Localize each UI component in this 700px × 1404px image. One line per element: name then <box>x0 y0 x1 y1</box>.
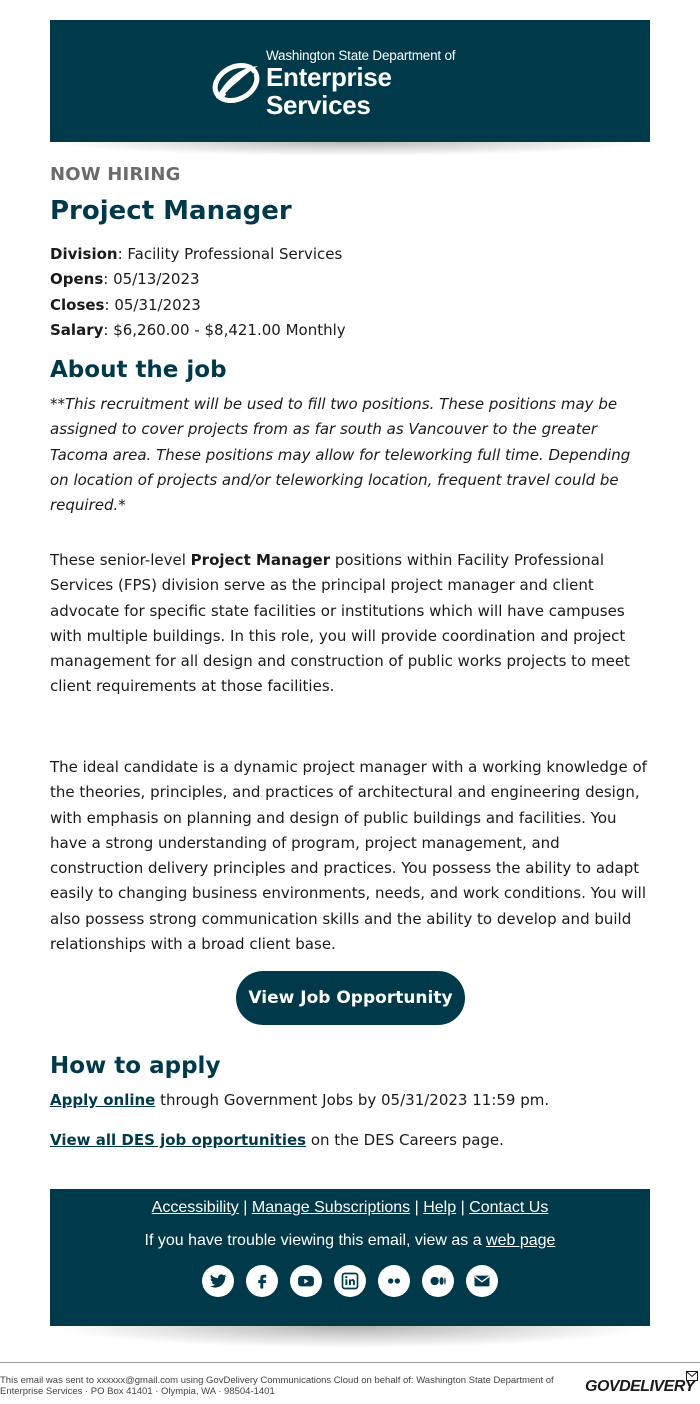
swoosh-logo-icon <box>208 58 264 108</box>
all-jobs-line: View all DES job opportunities on the DES Careers page. <box>50 1131 504 1149</box>
job-title: Project Manager <box>50 196 292 226</box>
division-row: Division: Facility Professional Services <box>50 245 343 263</box>
logo-line1: Washington State Department of <box>266 47 456 63</box>
help-link[interactable]: Help <box>423 1199 457 1216</box>
web-page-link[interactable]: web page <box>486 1232 556 1249</box>
manage-subscriptions-link[interactable]: Manage Subscriptions <box>251 1199 411 1216</box>
closes-row: Closes: 05/31/2023 <box>50 295 201 314</box>
contact-us-link[interactable]: Contact Us <box>469 1199 549 1216</box>
facebook-icon[interactable] <box>246 1265 278 1297</box>
all-des-jobs-link[interactable]: View all DES job opportunities <box>50 1131 307 1149</box>
footer-links: Accessibility | Manage Subscriptions | Help | Contact Us <box>151 1199 549 1216</box>
divider <box>0 1362 700 1363</box>
medium-icon[interactable] <box>422 1265 454 1297</box>
view-job-opportunity-button[interactable]: View Job Opportunity <box>236 971 465 1025</box>
apply-online-link[interactable]: Apply online <box>50 1091 156 1109</box>
web-version-line: If you have trouble viewing this email, view as a web page <box>144 1232 556 1249</box>
recruitment-note: **This recruitment will be used to fill two positions. These positions may be assigned to cover projects from as far south as Vancouver to the greater Tacoma area. These positions may allow for teleworking full time. Depending on location of projects and/or teleworking location, frequent travel could be required.* <box>50 395 631 515</box>
now-hiring-kicker: NOW HIRING <box>50 164 181 185</box>
footer <box>50 1189 650 1326</box>
flickr-icon[interactable] <box>378 1265 410 1297</box>
govdelivery-mail-icon <box>686 1371 698 1381</box>
about-paragraph-2: The ideal candidate is a dynamic project manager with a working knowledge of the theories, principles, and practices of architectural and engineering design, with emphasis on planning and design of public buildings and facilities. You have a strong understanding of program, project management, and construction delivery principles and practices. You possess the ability to adapt easily to changing business environments, needs, and work conditions. You will also possess strong communication skills and the ability to develop and build relationships with a broad client base. <box>50 758 647 954</box>
salary-row: Salary: $6,260.00 - $8,421.00 Monthly <box>50 320 346 339</box>
header-banner <box>50 20 650 142</box>
linkedin-icon[interactable] <box>334 1265 366 1297</box>
email-icon[interactable] <box>466 1265 498 1297</box>
job-meta <box>50 242 346 343</box>
legal-disclaimer: This email was sent to xxxxxx@gmail.com using GovDelivery Communications Cloud on behalf of: Washington State Department of Enterprise Services · PO Box 41401 · Olympia, WA · 98504-1401 <box>0 1375 554 1397</box>
youtube-icon[interactable] <box>290 1265 322 1297</box>
des-logo[interactable] <box>208 47 498 120</box>
govdelivery-logo[interactable]: GOVDELIVERY <box>585 1378 695 1395</box>
accessibility-link[interactable]: Accessibility <box>151 1199 239 1216</box>
apply-online-line: Apply online through Government Jobs by 05/31/2023 11:59 pm. <box>50 1091 550 1109</box>
social-icons <box>202 1265 498 1297</box>
how-to-apply-heading: How to apply <box>50 1053 221 1079</box>
about-paragraph-1: These senior-level Project Manager positions within Facility Professional Services (FPS) division serve as the principal project manager and client advocate for specific state facilities or institutions which will have campuses with multiple buildings. In this role, you will provide coordination and project management for all design and construction of public works projects to meet client requirements at those facilities. <box>50 551 630 696</box>
logo-line2: Enterprise Services <box>266 61 392 120</box>
header-shadow <box>50 142 650 156</box>
twitter-icon[interactable] <box>202 1265 234 1297</box>
footer-shadow <box>50 1326 650 1348</box>
opens-row: Opens: 05/13/2023 <box>50 270 200 289</box>
about-heading: About the job <box>50 357 227 383</box>
